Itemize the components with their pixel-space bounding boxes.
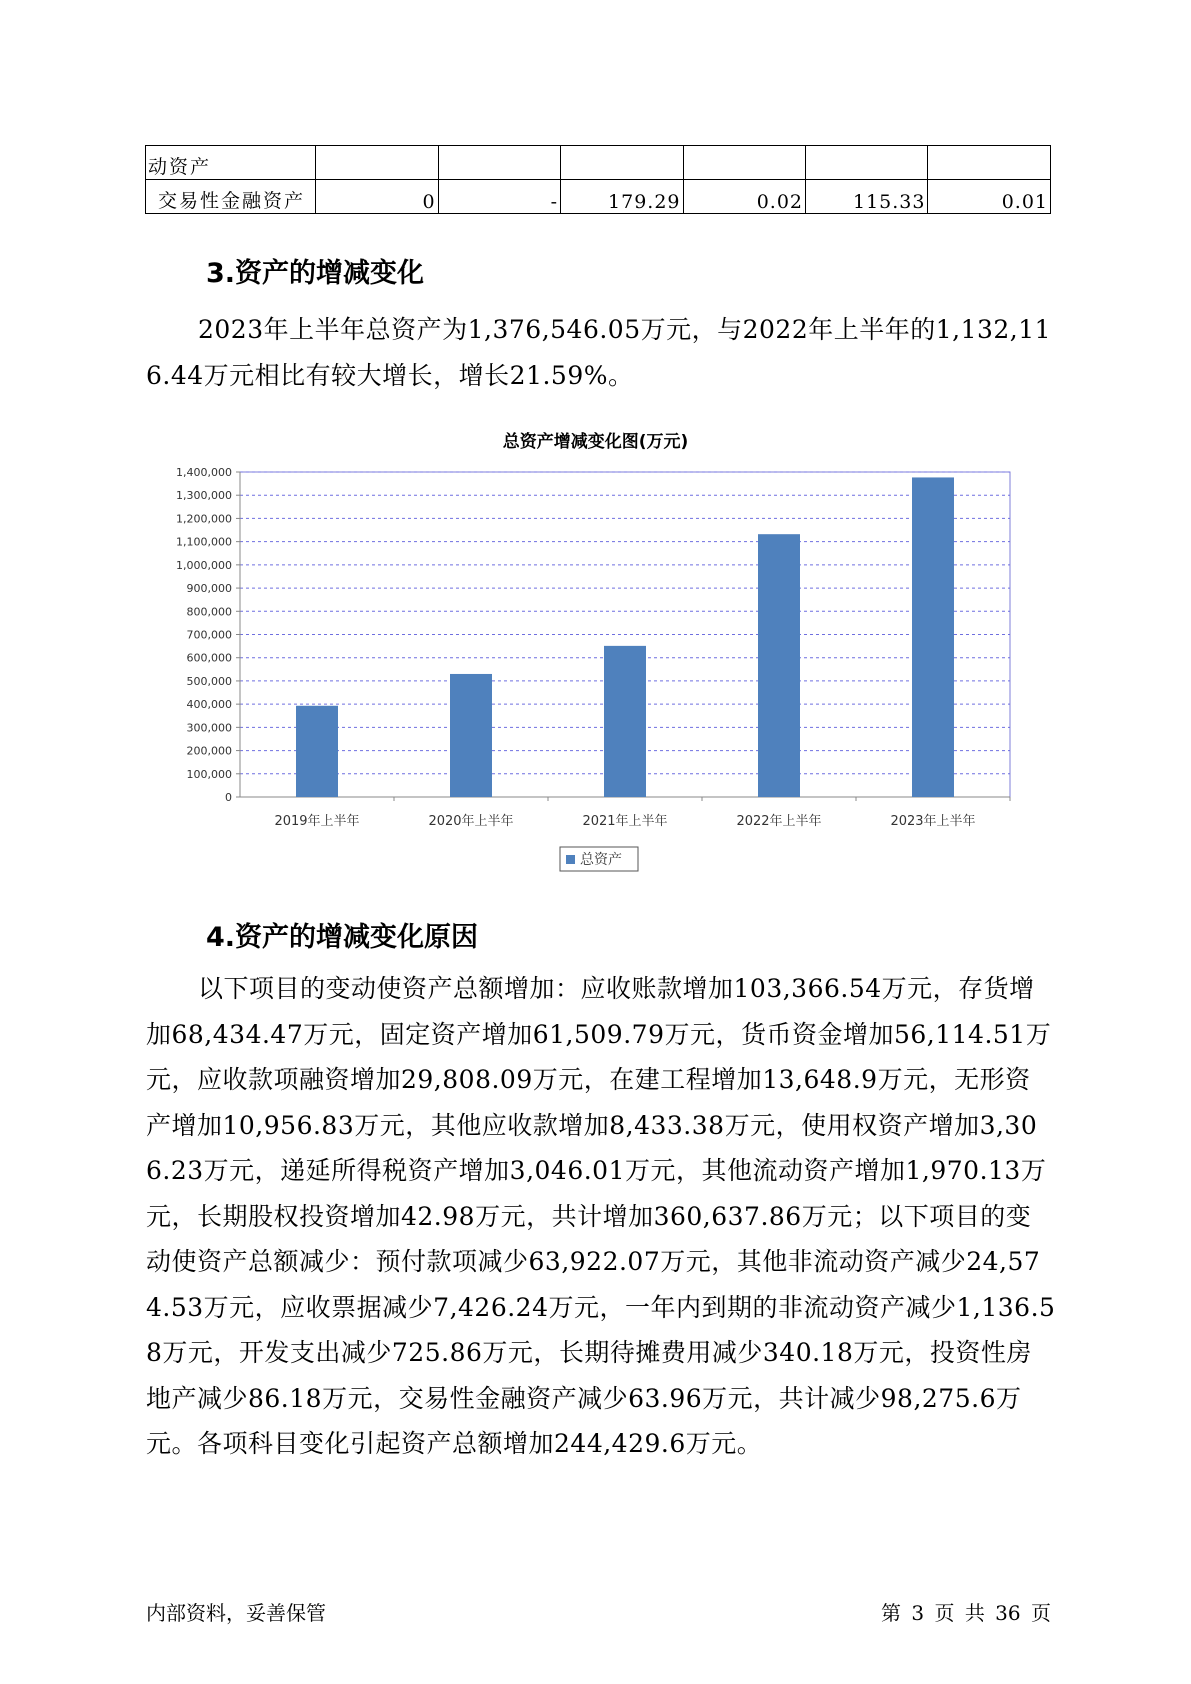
y-tick-label: 100,000 (186, 767, 232, 781)
y-tick-label: 0 (225, 791, 232, 804)
y-tick-label: 1,100,000 (176, 535, 232, 549)
table-cell-label: 动资产 (146, 146, 316, 180)
bar (450, 674, 492, 797)
chart-title: 总资产增减变化图(万元) (502, 432, 689, 452)
y-tick-label: 300,000 (186, 721, 232, 735)
table-cell: - (438, 180, 560, 214)
y-tick-label: 1,200,000 (176, 512, 232, 526)
footer-confidential-note: 内部资料，妥善保管 (146, 1601, 326, 1625)
y-tick-label: 200,000 (186, 744, 232, 758)
bar (912, 477, 954, 797)
x-tick-label: 2021年上半年 (582, 814, 668, 829)
table-cell (683, 146, 805, 180)
table-cell (316, 146, 438, 180)
table-cell-label: 交易性金融资产 (146, 180, 316, 214)
y-tick-label: 700,000 (186, 628, 232, 642)
y-tick-label: 400,000 (186, 698, 232, 712)
y-tick-label: 1,400,000 (176, 466, 232, 479)
table-cell (561, 146, 683, 180)
x-tick-label: 2022年上半年 (736, 814, 822, 829)
bar (604, 646, 646, 797)
y-tick-label: 1,000,000 (176, 558, 232, 572)
table-cell: 0.01 (928, 180, 1051, 214)
x-tick-label: 2019年上半年 (274, 814, 360, 829)
y-tick-label: 800,000 (186, 605, 232, 619)
table-cell: 0.02 (683, 180, 805, 214)
table-cell: 0 (316, 180, 438, 214)
table-cell: 179.29 (561, 180, 683, 214)
table-cell (438, 146, 560, 180)
table-row (146, 180, 1051, 214)
bar (758, 534, 800, 797)
y-tick-label: 1,300,000 (176, 489, 232, 503)
y-tick-label: 500,000 (186, 674, 232, 688)
y-tick-label: 900,000 (186, 582, 232, 596)
footer-page-number: 第 3 页 共 36 页 (881, 1601, 1051, 1625)
asset-table (145, 145, 1051, 214)
table-cell: 115.33 (806, 180, 928, 214)
section-4-paragraph: 以下项目的变动使资产总额增加：应收账款增加103,366.54万元，存货增加68,434.47万元，固定资产增加61,509.79万元，货币资金增加56,114.51万元，应收款项融资增加29,808.09万元，在建工程增加13,648.9万元，无形资产增加10,956.83万元，其他应收款增加8,433.38万元，使用权资产增加3,306.23万元，递延所得税资产增加3,046.01万元，其他流动资产增加1,970.13万元，长期股权投资增加42.98万元，共计增加360,637.86万元；以下项目的变动使资产总额减少：预付款项减少63,922.07万元，其他非流动资产减少24,574.53万元，应收票据减少7,426.24万元，一年内到期的非流动资产减少1,136.58万元，开发支出减少725.86万元，长期待摊费用减少340.18万元，投资性房地产减少86.18万元，交易性金融资产减少63.96万元，共计减少98,275.6万元。各项科目变化引起资产总额增加244,429.6万元。 (146, 974, 1056, 1458)
table-cell (806, 146, 928, 180)
table-row (146, 146, 1051, 180)
bar-chart (160, 460, 1020, 880)
legend-label: 总资产 (580, 852, 622, 868)
section-heading-3: 3.资产的增减变化 (206, 258, 425, 289)
table-cell (928, 146, 1051, 180)
section-3-paragraph: 2023年上半年总资产为1,376,546.05万元，与2022年上半年的1,132,116.44万元相比有较大增长，增长21.59%。 (146, 315, 1052, 390)
legend-swatch (566, 855, 575, 864)
bar (296, 706, 338, 797)
x-tick-label: 2023年上半年 (890, 814, 976, 829)
section-heading-4: 4.资产的增减变化原因 (206, 922, 479, 953)
y-tick-label: 600,000 (186, 651, 232, 665)
x-tick-label: 2020年上半年 (428, 814, 514, 829)
